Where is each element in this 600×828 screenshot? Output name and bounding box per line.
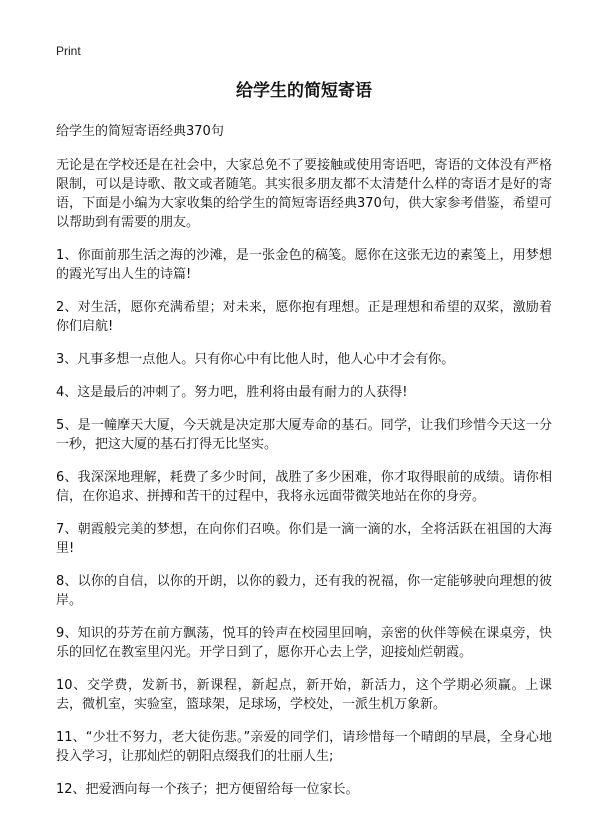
list-item-6: 6、我深深地理解，耗费了多少时间，战胜了多少困难，你才取得眼前的成绩。请你相信，在你追求、拼搏和苦干的过程中，我将永远面带微笑地站在你的身旁。: [56, 470, 552, 504]
document-subtitle: 给学生的简短寄语经典370句: [56, 124, 224, 139]
list-item-3: 3、凡事多想一点他人。只有你心中有比他人时，他人心中才会有你。: [56, 352, 455, 367]
list-item-7: 7、朝霞般完美的梦想，在向你们召唤。你们是一滴一滴的水，全将活跃在祖国的大海里!: [56, 522, 552, 556]
document-title: 给学生的简短寄语: [236, 81, 372, 101]
list-item-10: 10、交学费，发新书，新课程，新起点，新开始，新活力，这个学期必须赢。上课去，微机室，实验室，篮球架，足球场，学校处，一派生机万象新。: [56, 678, 552, 712]
list-item-11: 11、“少壮不努力，老大徒伤悲。”亲爱的同学们，请珍惜每一个晴朗的早晨，全身心地投入学习，让那灿烂的朝阳点缀我们的壮丽人生;: [56, 730, 552, 764]
list-item-5: 5、是一幢摩天大厦，今天就是决定那大厦寿命的基石。同学，让我们珍惜今天这一分一秒，把这大厦的基石打得无比坚实。: [56, 418, 552, 452]
list-item-12: 12、把爱洒向每一个孩子；把方便留给每一位家长。: [56, 782, 359, 797]
list-item-1: 1、你面前那生活之海的沙滩，是一张金色的稿笺。愿你在这张无边的素笺上，用梦想的霞光写出人生的诗篇!: [56, 248, 552, 282]
intro-paragraph: 无论是在学校还是在社会中，大家总免不了要接触或使用寄语吧，寄语的文体没有严格限制，可以是诗歌、散文或者随笔。其实很多朋友都不太清楚什么样的寄语才是好的寄语，下面是小编为大家收集的给学生的简短寄语经典370句，供大家参考借鉴，希望可以帮助到有需要的朋友。: [56, 158, 552, 230]
print-link[interactable]: Print: [56, 44, 81, 58]
list-item-9: 9、知识的芬芳在前方飘荡，悦耳的铃声在校园里回响，亲密的伙伴等候在课桌旁，快乐的回忆在教室里闪光。开学日到了，愿你开心去上学，迎接灿烂朝霞。: [56, 626, 552, 660]
list-item-8: 8、以你的自信，以你的开朗，以你的毅力，还有我的祝福，你一定能够驶向理想的彼岸。: [56, 574, 552, 608]
list-item-4: 4、这是最后的冲刺了。努力吧，胜利将由最有耐力的人获得!: [56, 385, 408, 400]
list-item-2: 2、对生活，愿你充满希望；对未来，愿你抱有理想。正是理想和希望的双桨，激励着你们启航!: [56, 300, 552, 334]
